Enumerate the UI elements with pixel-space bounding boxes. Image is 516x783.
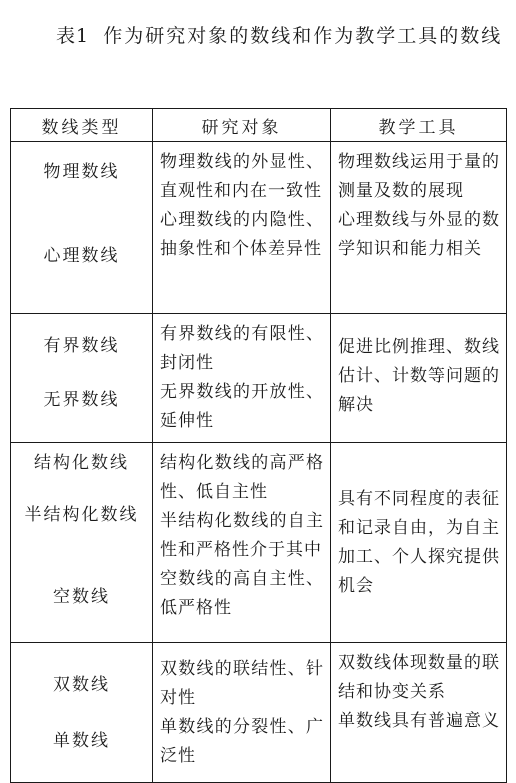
table-row — [11, 643, 507, 783]
research-text: 有界数线的有限性、封闭性 — [160, 324, 324, 373]
teaching-text: 心理数线与外显的数学知识和能力相关 — [338, 210, 500, 259]
teaching-text: 物理数线运用于量的测量及数的展现 — [338, 152, 500, 201]
type-cell — [11, 643, 153, 783]
type-mental: 心理数线 — [43, 246, 120, 266]
table-caption — [10, 14, 506, 58]
research-cell — [153, 142, 331, 314]
header-research: 研究对象 — [153, 109, 331, 142]
research-text: 双数线的联结性、针对性 — [160, 658, 324, 708]
research-text: 物理数线的外显性、直观性和内在一致性 — [160, 152, 324, 201]
type-structured: 结构化数线 — [34, 453, 129, 473]
research-text: 无界数线的开放性、延伸性 — [160, 382, 324, 431]
teaching-text: 单数线具有普遍意义 — [338, 711, 500, 731]
teaching-cell — [331, 443, 507, 643]
teaching-text: 双数线体现数量的联结和协变关系 — [338, 653, 500, 702]
teaching-cell — [331, 314, 507, 443]
type-cell — [11, 142, 153, 314]
teaching-cell — [331, 643, 507, 783]
research-text: 半结构化数线的自主性和严格性介于其中 — [160, 511, 324, 560]
teaching-text: 促进比例推理、数线估计、计数等问题的解决 — [338, 336, 500, 415]
header-teaching: 教学工具 — [331, 109, 507, 142]
type-cell — [11, 314, 153, 443]
type-single: 单数线 — [53, 731, 110, 751]
teaching-cell — [331, 142, 507, 314]
table-row — [11, 443, 507, 643]
type-empty: 空数线 — [53, 587, 110, 607]
type-unbounded: 无界数线 — [43, 390, 120, 410]
number-line-table — [10, 108, 507, 783]
research-text: 结构化数线的高严格性、低自主性 — [160, 453, 324, 502]
type-cell — [11, 443, 153, 643]
research-cell — [153, 314, 331, 443]
table-title: 作为研究对象的数线和作为教学工具的数线 — [103, 25, 503, 47]
research-text: 空数线的高自主性、低严格性 — [160, 569, 324, 618]
type-double: 双数线 — [53, 675, 110, 695]
header-row — [11, 109, 507, 142]
table-row — [11, 142, 507, 314]
research-text: 单数线的分裂性、广泛性 — [160, 716, 324, 766]
teaching-text: 具有不同程度的表征和记录自由，为自主加工、个人探究提供机会 — [338, 488, 500, 596]
table-row — [11, 314, 507, 443]
type-physical: 物理数线 — [43, 162, 120, 182]
type-semi-structured: 半结构化数线 — [24, 505, 139, 525]
table-number: 表1 — [56, 25, 90, 47]
header-type: 数线类型 — [11, 109, 153, 142]
research-cell — [153, 443, 331, 643]
research-cell — [153, 643, 331, 783]
research-text: 心理数线的内隐性、抽象性和个体差异性 — [160, 210, 324, 259]
type-bounded: 有界数线 — [43, 336, 120, 356]
